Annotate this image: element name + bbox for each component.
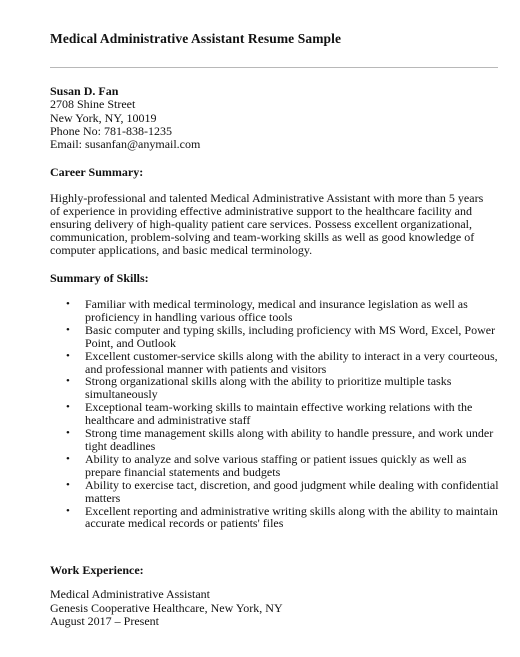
skill-text: Exceptional team-working skills to maintain effective working relations with the healthcare and administrative staff [85, 400, 473, 428]
document-title: Medical Administrative Assistant Resume Sample [50, 31, 342, 46]
contact-street: 2708 Shine Street [50, 97, 136, 112]
career-summary-heading: Career Summary: [50, 165, 144, 179]
contact-city: New York, NY, 10019 [50, 110, 157, 125]
skill-text: Ability to analyze and solve various staffing or patient issues quickly as well as prepare financial statements and budgets [85, 451, 467, 479]
bullet-icon: • [66, 427, 70, 440]
skill-text: Basic computer and typing skills, including proficiency with MS Word, Excel, Power Point, and Outlook [85, 322, 496, 350]
work-experience-block [50, 588, 500, 629]
skills-list [50, 298, 500, 530]
skill-text: Familiar with medical terminology, medical and insurance legislation as well as proficiency in handling various office tools [85, 297, 468, 324]
bullet-icon: • [66, 349, 70, 362]
job-position: Medical Administrative Assistant [50, 587, 210, 601]
skill-item [50, 401, 500, 427]
skill-item [50, 505, 500, 531]
skill-item [50, 324, 500, 350]
skill-text: Strong organizational skills along with the ability to prioritize multiple tasks simultaneously [85, 374, 452, 402]
skill-item [50, 298, 500, 324]
skill-text: Excellent reporting and administrative writing skills along with the ability to maintain accurate medical records or patients' files [85, 503, 498, 531]
skill-text: Ability to exercise tact, discretion, and good judgment while dealing with confidential matters [85, 477, 499, 505]
bullet-icon: • [66, 452, 70, 465]
skill-text: Strong time management skills along with ability to handle pressure, and work under tight deadlines [85, 426, 494, 453]
contact-name: Susan D. Fan [50, 84, 119, 98]
title-divider [50, 67, 498, 68]
skills-heading: Summary of Skills: [50, 271, 149, 285]
career-summary-text: Highly-professional and talented Medical Administrative Assistant with more than 5 years of experience in providing effective administrative support to the healthcare facility and ensuring delivery of high-quality patient care services. Possess excellent organizational, communication, problem-solving and team-working skills as well as good knowledge of computer applications, and basic medical terminology. [50, 191, 484, 258]
bullet-icon: • [66, 401, 70, 414]
job-dates: August 2017 – Present [50, 614, 159, 628]
contact-phone: Phone No: 781-838-1235 [50, 123, 172, 138]
skill-item [50, 350, 500, 376]
skill-item [50, 427, 500, 453]
contact-block [50, 85, 500, 151]
bullet-icon: • [66, 323, 70, 336]
skill-item [50, 453, 500, 479]
bullet-icon: • [66, 298, 70, 310]
skill-item [50, 479, 500, 505]
contact-email: Email: susanfan@anymail.com [50, 137, 201, 152]
bullet-icon: • [66, 478, 70, 491]
bullet-icon: • [66, 375, 70, 388]
job-employer: Genesis Cooperative Healthcare, New York, NY [50, 600, 283, 615]
work-experience-heading: Work Experience: [50, 563, 144, 577]
skill-item [50, 375, 500, 401]
skill-text: Excellent customer-service skills along with the ability to interact in a very courteous, and professional manner with patients and visitors [85, 348, 498, 376]
bullet-icon: • [66, 504, 70, 517]
